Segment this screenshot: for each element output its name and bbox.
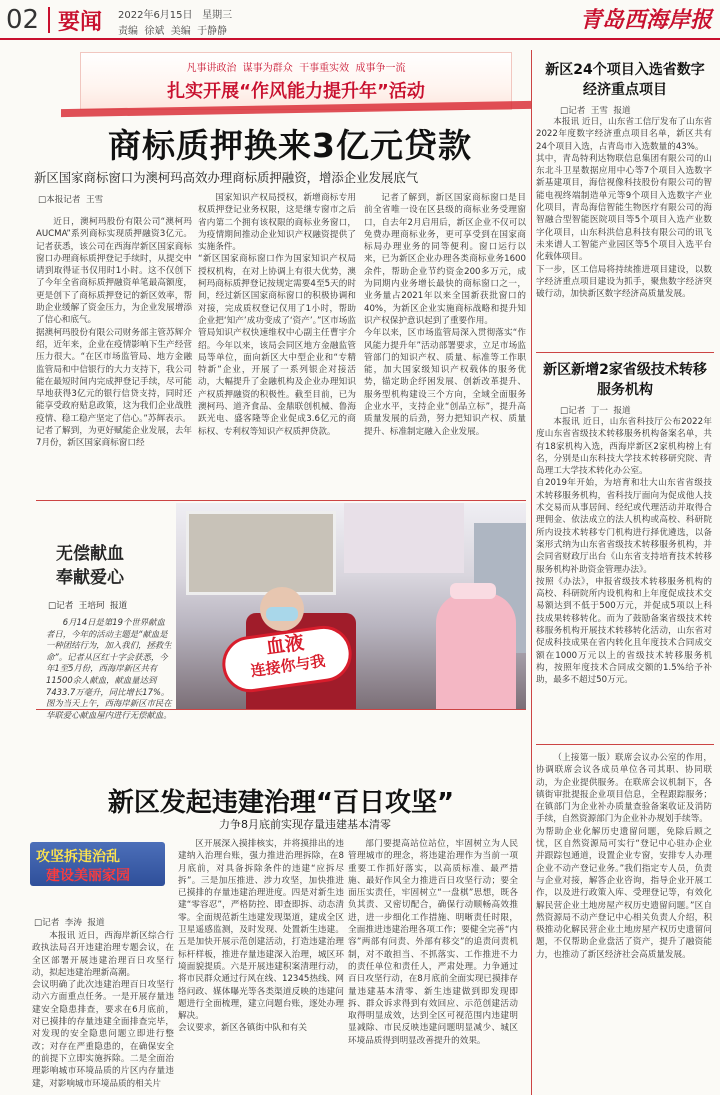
right1-headline: 新区24个项目入选省数字经济重点项目 xyxy=(545,62,705,98)
campaign-banner xyxy=(80,52,512,110)
second-column-2 xyxy=(178,838,344,1095)
right1-byline: □记者 王雪 报道 xyxy=(560,106,631,116)
lead-headline: 商标质押换来3亿元贷款 xyxy=(108,126,472,165)
right3-text: （上接第一版）联席会议办公室的作用，协调联席会议各成员单位各司其职、协同联动，为企业提供服务。在联席会议机制下，各镇街审批提报企业项目信息，全程跟踪服务；在镇部门为企业补办质量查验备案收证及消防手续，自然资源部门为企业补办规划手续等。 为帮助企业化解历史遗留问题，免除后顾之忧，区自然资源局可实行“登记中心驻办企业并跟踪包通道，设置企业专窗，安排专人办理企业不动产登记业务。”我们指定专人员，负责与企业对接，解答企业咨询，指导企业开展工作，以及进行政策入库、受理登记等，有效化解民营企业土地房屋产权历史遗留问题。”区自然资源局不动产登记中心相关负责人介绍，积极推动化解民营企业土地房屋产权历史遗留问题，不仅帮助企业盘活了资产，提升了融资能力，也推动了新区经济社会高质量发展。 xyxy=(536,753,712,960)
second-subtitle: 力争8月底前实现存量违建基本清零 xyxy=(219,818,391,831)
photo-sign-text-2: 连接你与我 xyxy=(249,651,327,681)
second-headline: 新区发起违建治理“百日攻坚” xyxy=(107,788,455,818)
second-column-3 xyxy=(348,838,518,1095)
second-col1-text: 本报讯 近日，西海岸新区综合行政执法局召开违建治理专题会议，在全区部署开展违建治理百日攻坚行动，拟起违建治理新高潮。 会议明确了此次违建治理百日攻坚行动六方面重点任务。一是开展存量违建安全隐患排查，要求在6月底前，对已摸排的存量违建全面排查完毕，对发现的安全隐患问题立即进行整改；对存在严重隐患的，在确保安全的前提下立即实施拆除。二是全面治理影响城市环境品质的片区内存量违建，对影响城市环境品质的相关片 xyxy=(32,931,174,1089)
photo-caption: 6月14日是第19个世界献血者日，今年的活动主题是“献血是一种团结行为，加入我们，拯救生命”。记者从区红十字会获悉，今年1至5月份，西海岸新区共有11500余人献血，献血量达到7433.7万毫升，同比增长17%。图为当天上午，西海岸新区市民在华联爱心献血屋内进行无偿献血。 xyxy=(46,617,172,720)
second-col2-text: 区开展深入摸排核实，并将摸排出的违建纳入治理台账，强力推进治理拆除，在8月底前，对具备拆除条件的违建“应拆尽拆”。三是加压推进、涉力攻坚，加快推进已摸排的存量违建治理进度。四是对新生违建“零容忍”，严格防控、即查即拆、动态清零。全面规范新生违建发现渠道，建成全区卫星遥感监测，及时发现、处置新生违建。五是加快开展示范创建活动，打造违建治理标杆样板，推进存量违建深入治理，城区环境面貌提质。六是开展违建积案清理行动，将市民群众通过行风在线、12345热线、网络问政、媒体曝光等各类渠道反映的违建问题进行全面梳理，建立问题台账，逐处办理解决。 会议要求，新区各镇街中队和有关 xyxy=(178,839,344,1034)
lead-byline: □本报记者 王雪 xyxy=(38,195,104,205)
issue-date xyxy=(118,6,232,21)
demolition-badge xyxy=(30,842,165,886)
lead-col2-text: 国家知识产权局授权，新增商标专用权质押登记业务权限，这是继专窗市之后省内第二个拥有该权限的商标业务窗口，为疫情期间推动企业知识产权融资提供了实施条件。 “新区国家商标窗口作为国家知识产权局授权机构，在对上协调上有很大优势，澳柯玛商标质押登记按规定需要4至5天的时间，经过新区国家商标窗口的积极协调和对接，完成质权登记仅用了1小时，帮助企业把‘知产’成功变成了‘资产’。”区市场监管局知识产权快速维权中心副主任曹宇介绍。今年以来，该局会同区地方金融监管局等单位，面向新区大中型企业和“专精特新”企业，开展了一系列银企对接活动，大幅提升了金融机构及企业办理知识产权质押融资的积极性。截至目前，已为澳柯玛、道齐食品、金鼎联创机械、鲁海跃光电、盛客隆等企业促成3.6亿元的商标权、专利权等知识产权质押贷款。 xyxy=(198,193,356,437)
photo-sign-text-1: 血液 xyxy=(264,631,306,659)
paper-name: 青岛西海岸报 xyxy=(579,7,712,33)
lead-column-2 xyxy=(198,192,356,494)
right-divider-1 xyxy=(536,352,714,353)
date: 2022年6月15日 xyxy=(118,10,193,21)
right-divider-2 xyxy=(536,744,714,745)
right3-body xyxy=(536,752,712,1095)
second-col3-text: 部门要提高站位站位，牢固树立为人民管理城市的理念，将违建治理作为当前一项重要工作抓好落实，以高质标准、最严措施、最好作风全力推进百日攻坚行动；要全面压实责任，牢固树立“一盘棋”思想，既各负其责、又密切配合，确保行动顺畅高效推进，进一步细化工作措施、明晰责任时限，全面推进违建治理各项工作；要健全完善“内容”两部有问责、外部有移交”的追责问责机制，对不敢担当、不抓落实、工作推进不力的责任单位和责任人，严肃处理。力争通过百日攻坚行动，在8月底前全面实现已摸排存量违建基本清零、新生违建做到即发现即拆、群众诉求得到有效回应、示范创建活动取得明显成效，达到全区可视范围内违建明显减除、市民反映违建问题明显减少、城区环境品质得到明显改善提升的效果。 xyxy=(348,839,518,1046)
masthead xyxy=(0,0,720,40)
right2-text: 本报讯 近日，山东省科技厅公布2022年度山东省省级技术转移服务机构备案名单，共有18家机构入选，西海岸新区2家机构榜上有名，分别是山东科技大学技术转移研究院、青岛理工大学技术转化办公室。 自2019年开始，为培育和壮大山东省省级技术转移服务机构，省科技厅面向为促成他人技术交易而从事居间、经纪或代理活动并取得合理佣金、依法成立的法人机构或高校、科研院所内设技术转移专门机构进行择优遴选，以备案形式纳为山东省省级技术转移服务机构，并会同省财政厅出台《山东省支持培育技术转移服务机构补助资金管理办法》。 按照《办法》，申报省级技术转移服务机构的高校、科研院所内设机构和上年度促成技术交易额达到不低于500万元，并促成5项以上科技成果转移转化。而为了鼓励备案省级技术转移服务机构开展技术转移转化活动，山东省对促成科技成果在省内转化且年度技术合同成交额在1000万元以上的省级技术转移服务机构，按照年度技术合同成交额的1.5%给予补助，最多不超过50万元。 xyxy=(536,417,712,686)
banner-slogan-top: 凡事讲政治 谋事为群众 干事重实效 成事争一流 xyxy=(186,63,406,74)
section-title: 要闻 xyxy=(58,10,103,35)
badge-line-2: 建设美丽家园 xyxy=(46,868,130,884)
photo-story-title-1: 无偿献血 xyxy=(56,544,124,564)
lead-column-3 xyxy=(364,192,526,494)
right1-text: 本报讯 近日，山东省工信厅发布了山东省2022年度数字经济重点项目名单，新区共有24个项目入选，占青岛市入选数量的43%。 其中，青岛特利达物联信息集团有限公司的山东北斗卫星数据应用中心等7个项目入选数字新基建项目，海信视像科技股份有限公司的智能电视终端制造单元等9个项目入选数字产业化项目，青岛海信智能生物医疗有限公司的海智融合型智能医院项目等5个项目入选产业数字化项目，山东科洪信息科技有限公司的讯飞未来谱人工智能产业园区等5个项目入选平台化载体项目。 下一步，区工信局将持续推进项目建设，以数字经济重点项目建设为抓手，聚焦数字经济突破行动，加快新区数字经济高质量发展。 xyxy=(536,117,712,300)
page-number: 02 xyxy=(6,5,40,35)
editor-line: 责编 徐斌 美编 于静静 xyxy=(118,26,228,37)
photo-nurse xyxy=(436,593,516,709)
right2-byline: □记者 丁一 报道 xyxy=(560,406,631,416)
photo-wall-board xyxy=(344,503,464,573)
banner-ribbon xyxy=(61,101,531,117)
badge-line-1: 攻坚拆违治乱 xyxy=(36,849,120,865)
page-number-divider xyxy=(48,7,50,33)
photo-wall-poster xyxy=(186,511,336,595)
second-column-1 xyxy=(32,930,174,1095)
photo-story-box xyxy=(36,500,526,720)
photo-story-byline: □记者 王培珂 报道 xyxy=(48,601,128,611)
photo-donor-mask xyxy=(266,607,298,621)
second-byline: □记者 李涛 报道 xyxy=(34,918,105,928)
lead-subtitle: 新区国家商标窗口为澳柯玛高效办理商标质押融资，增添企业发展底气 xyxy=(34,170,419,185)
lead-col3-text: 记者了解到，新区国家商标窗口是目前全省唯一设在区县级的商标业务受理窗口，自去年2月启用后，新区企业不仅可以免费办理商标业务，更可享受到在国家商标局办理业务的同等便利。窗口运行以来，已为新区企业办理各类商标业务1600余件，帮助企业节约资金200多万元，成为同期内业务增长最快的商标窗口之一，业务量占2021年以来全国新获批窗口的40%，为新区企业实施商标战略和提升知识产权保护意识起到了重要作用。 今年以来，区市场监管局深入贯彻落实“作风能力提升年”活动部署要求，立足市场监管部门的知识产权、质量、标准等工作职能，加大国家级知识产权载体的服务优势，锚定助企纾困发展、创新改革提升、服务型机构建设三个方向，全域全面服务企业水平，支持企业“创品立标”，提升高质量发展的后劲，努力把知识产权、质量提升、标准制定融入企业发展。 xyxy=(364,193,526,437)
blood-donation-photo xyxy=(176,503,526,709)
banner-slogan-main: 扎实开展“作风能力提升年”活动 xyxy=(167,81,425,102)
lead-column-1 xyxy=(36,216,192,494)
right1-body xyxy=(536,116,712,350)
photo-story-title-2: 奉献爱心 xyxy=(56,568,124,588)
right-column-divider xyxy=(531,50,532,1095)
weekday: 星期三 xyxy=(202,10,233,21)
photo-nurse-cap xyxy=(450,583,496,599)
lead-col1-text: 近日，澳柯玛股份有限公司“澳柯玛AUCMA”系列商标实现质押融资3亿元。记者获悉，该公司在西海岸新区国家商标窗口办理商标质押登记手续时，从提交申请到取得证书仅用时1小时。这不仅创下了今年全省商标质押融资单笔最高额度，更是创下了商标质押登记的新区效率，帮助企业缓解了资金压力，为企业发展增添了信心和底气。 据澳柯玛股份有限公司财务部主管苏辉介绍，近年来，企业在疫情影响下生产经营压力很大。“在区市场监管局、地方金融监管局和中信银行的大力支持下，我公司能在最短时间内完成押登记手续，尽可能早地获得3亿元的银行信贷支持，同时还能享受政府贴息政策，这为我们企业战胜疫情、稳工稳产坚定了信心。”苏辉表示。 记者了解到，为更好赋能企业发展，去年7月份，新区国家商标窗口经 xyxy=(36,217,192,449)
right2-headline: 新区新增2家省级技术转移服务机构 xyxy=(543,362,707,398)
right2-body xyxy=(536,416,712,740)
